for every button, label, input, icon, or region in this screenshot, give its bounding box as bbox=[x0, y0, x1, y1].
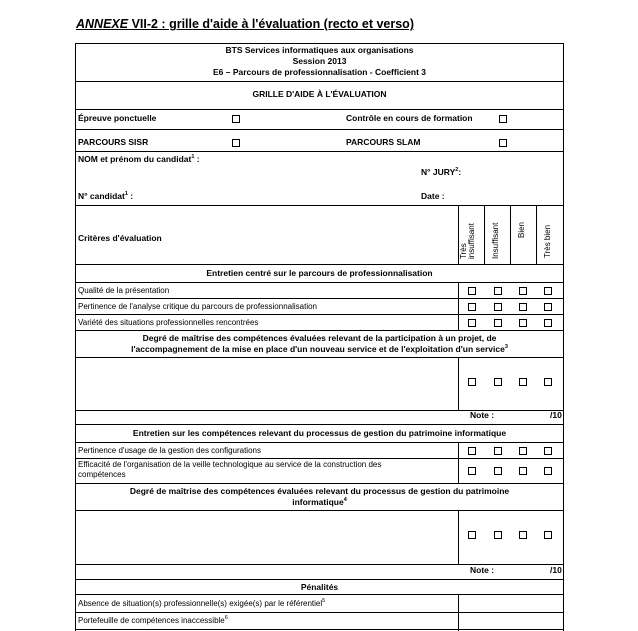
rating-checkbox[interactable] bbox=[544, 319, 552, 327]
divider bbox=[76, 510, 563, 511]
divider bbox=[76, 314, 563, 315]
rating-checkbox[interactable] bbox=[468, 467, 476, 475]
jury-number-label: N° JURY$^2$: bbox=[421, 167, 462, 177]
divider bbox=[76, 483, 563, 484]
rating-checkbox[interactable] bbox=[519, 303, 527, 311]
annex-heading bbox=[76, 17, 414, 31]
section1-mastery-line2: l'accompagnement de la mise en place d'un nouveau service et de l'exploitation d'un service$^3$ bbox=[131, 344, 508, 354]
divider bbox=[76, 264, 563, 265]
divider bbox=[76, 129, 563, 130]
annex-title: VII-2 : grille d'aide à l'évaluation (recto et verso) bbox=[128, 17, 414, 31]
divider bbox=[76, 298, 563, 299]
candidate-number-label: N° candidat$^1$ : bbox=[78, 191, 134, 201]
divider bbox=[76, 81, 563, 82]
parcours-sisr-label: PARCOURS SISR bbox=[78, 137, 149, 147]
rating-checkbox[interactable] bbox=[544, 467, 552, 475]
section1-item-presentation: Qualité de la présentation bbox=[78, 286, 170, 295]
divider bbox=[76, 594, 563, 595]
section2-mastery-line2: informatique$^4$ bbox=[292, 497, 347, 507]
grid-title: GRILLE D'AIDE À L'ÉVALUATION bbox=[252, 89, 387, 99]
rating-header-tres-bien: Très bien bbox=[543, 224, 552, 258]
rating-header-insuffisant: Insuffisant bbox=[491, 222, 500, 259]
rating-checkbox[interactable] bbox=[544, 447, 552, 455]
section1-item-analyse: Pertinence de l'analyse critique du parcours de professionnalisation bbox=[78, 302, 318, 311]
divider bbox=[76, 442, 563, 443]
rating-checkbox[interactable] bbox=[494, 303, 502, 311]
divider bbox=[76, 109, 563, 110]
divider bbox=[76, 612, 563, 613]
rating-checkbox[interactable] bbox=[494, 531, 502, 539]
epreuve-ponctuelle-checkbox[interactable] bbox=[232, 115, 240, 123]
section1-item-variete: Variété des situations professionnelles rencontrées bbox=[78, 318, 259, 327]
divider bbox=[536, 205, 537, 264]
divider bbox=[458, 282, 459, 330]
controle-formation-checkbox[interactable] bbox=[499, 115, 507, 123]
rating-checkbox[interactable] bbox=[494, 467, 502, 475]
section2-mastery-line1: Degré de maîtrise des compétences évaluées relevant du processus de gestion du patrimoine bbox=[129, 486, 510, 496]
criteria-label: Critères d'évaluation bbox=[78, 233, 162, 243]
divider bbox=[76, 579, 563, 580]
parcours-sisr-checkbox[interactable] bbox=[232, 139, 240, 147]
rating-checkbox[interactable] bbox=[544, 531, 552, 539]
parcours-slam-checkbox[interactable] bbox=[499, 139, 507, 147]
divider bbox=[76, 151, 563, 152]
divider bbox=[76, 424, 563, 425]
divider bbox=[458, 357, 459, 410]
section1-title: Entretien centré sur le parcours de professionnalisation bbox=[206, 268, 433, 278]
candidate-name-label: NOM et prénom du candidat$^1$ : bbox=[78, 154, 200, 164]
penalty-missing-situation: Absence de situation(s) professionnelle(s) exigée(s) par le référentiel$^5$ bbox=[78, 598, 326, 608]
rating-checkbox[interactable] bbox=[519, 378, 527, 386]
rating-checkbox[interactable] bbox=[544, 378, 552, 386]
divider bbox=[76, 205, 563, 206]
divider bbox=[76, 330, 563, 331]
divider bbox=[484, 205, 485, 264]
rating-checkbox[interactable] bbox=[494, 319, 502, 327]
divider bbox=[458, 510, 459, 564]
parcours-slam-label: PARCOURS SLAM bbox=[346, 137, 421, 147]
rating-checkbox[interactable] bbox=[468, 378, 476, 386]
rating-checkbox[interactable] bbox=[544, 287, 552, 295]
rating-checkbox[interactable] bbox=[468, 287, 476, 295]
section1-note-label: Note : bbox=[470, 410, 495, 420]
controle-formation-label: Contrôle en cours de formation bbox=[346, 113, 473, 123]
exam-title: E6 – Parcours de professionnalisation - Coefficient 3 bbox=[212, 67, 427, 77]
section2-note-label: Note : bbox=[470, 565, 495, 575]
rating-checkbox[interactable] bbox=[544, 303, 552, 311]
epreuve-ponctuelle-label: Épreuve ponctuelle bbox=[78, 113, 157, 123]
section1-note-max: /10 bbox=[550, 410, 562, 420]
divider bbox=[76, 458, 563, 459]
rating-checkbox[interactable] bbox=[519, 531, 527, 539]
divider bbox=[76, 357, 563, 358]
rating-checkbox[interactable] bbox=[519, 287, 527, 295]
divider bbox=[458, 442, 459, 483]
rating-checkbox[interactable] bbox=[468, 303, 476, 311]
annex-prefix: ANNEXE bbox=[76, 17, 129, 31]
rating-checkbox[interactable] bbox=[468, 447, 476, 455]
section2-title: Entretien sur les compétences relevant du processus de gestion du patrimoine informatique bbox=[132, 428, 507, 438]
section2-item-veille: Efficacité de l'organisation de la veille technologique au service de la construction des bbox=[78, 460, 382, 469]
date-label: Date : bbox=[421, 191, 445, 201]
divider bbox=[510, 205, 511, 264]
rating-checkbox[interactable] bbox=[519, 319, 527, 327]
penalty-portfolio-inaccessible: Portefeuille de compétences inaccessible$^6$ bbox=[78, 615, 228, 625]
evaluation-grid bbox=[75, 43, 564, 631]
divider bbox=[76, 282, 563, 283]
rating-checkbox[interactable] bbox=[468, 319, 476, 327]
section2-item-veille-cont: compétences bbox=[78, 470, 126, 479]
rating-header-bien: Bien bbox=[517, 221, 526, 238]
bts-title: BTS Services informatiques aux organisations bbox=[225, 45, 414, 55]
rating-checkbox[interactable] bbox=[519, 447, 527, 455]
rating-header-tres-insuffisant: Très insuffisant bbox=[459, 223, 477, 259]
rating-checkbox[interactable] bbox=[468, 531, 476, 539]
section2-note-max: /10 bbox=[550, 565, 562, 575]
rating-checkbox[interactable] bbox=[519, 467, 527, 475]
session-label: Session 2013 bbox=[292, 56, 347, 66]
penalties-title: Pénalités bbox=[300, 582, 339, 592]
rating-checkbox[interactable] bbox=[494, 287, 502, 295]
rating-checkbox[interactable] bbox=[494, 378, 502, 386]
section2-item-configurations: Pertinence d'usage de la gestion des configurations bbox=[78, 446, 261, 455]
rating-checkbox[interactable] bbox=[494, 447, 502, 455]
section1-mastery-line1: Degré de maîtrise des compétences évaluées relevant de la participation à un projet, de bbox=[142, 333, 497, 343]
